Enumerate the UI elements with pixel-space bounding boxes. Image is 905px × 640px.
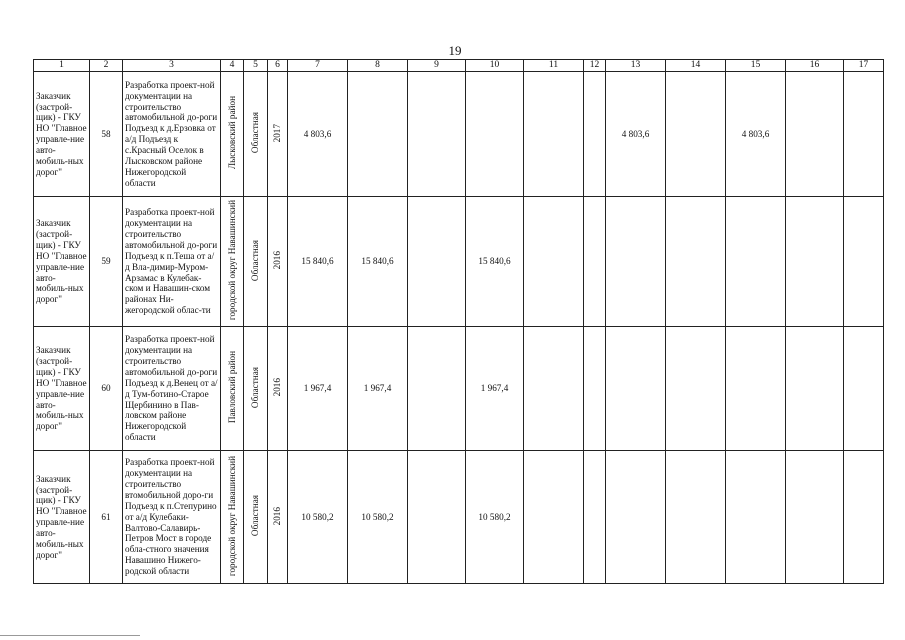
column-header: 1 (34, 60, 90, 72)
year-cell (268, 72, 288, 197)
amount-cell (524, 451, 584, 584)
budget-label: Областная (250, 112, 261, 154)
amount-cell (606, 197, 666, 327)
year-label: 2016 (272, 506, 283, 525)
amount-cell: 15 840,6 (288, 197, 348, 327)
column-header: 14 (666, 60, 726, 72)
year-label: 2016 (272, 378, 283, 397)
district-label: Лысковский район (226, 96, 237, 170)
amount-cell (584, 327, 606, 451)
customer-cell: Заказчик (застрой-щик) - ГКУ НО "Главное управле-ние авто-мобиль-ных дорог" (34, 327, 90, 451)
column-header: 5 (244, 60, 268, 72)
amount-cell (606, 327, 666, 451)
amount-cell (844, 327, 884, 451)
amount-cell: 4 803,6 (606, 72, 666, 197)
district-cell (221, 327, 244, 451)
investment-table (33, 59, 884, 584)
amount-cell (786, 72, 844, 197)
budget-cell (244, 197, 268, 327)
row-number-cell: 59 (90, 197, 123, 327)
budget-label: Областная (250, 239, 261, 281)
district-label: городской округ Навашинский (226, 200, 237, 321)
amount-cell: 1 967,4 (466, 327, 524, 451)
column-header: 17 (844, 60, 884, 72)
budget-label: Областная (250, 495, 261, 537)
customer-cell: Заказчик (застрой-щик) - ГКУ НО "Главное управле-ние авто-мобиль-ных дорог" (34, 451, 90, 584)
year-label: 2017 (272, 123, 283, 142)
amount-cell (524, 327, 584, 451)
table-row (34, 72, 884, 197)
customer-cell: Заказчик (застрой-щик) - ГКУ НО "Главное управле-ние авто-мобиль-ных дорог" (34, 197, 90, 327)
amount-cell: 15 840,6 (348, 197, 408, 327)
amount-cell: 1 967,4 (348, 327, 408, 451)
table-row (34, 327, 884, 451)
table-row (34, 197, 884, 327)
description-cell: Разработка проект-ной документации на строительство автомобильной до-роги Подъезд к д.Венец от а/д Тум-ботино-Старое Щербинино в Пав-ловском районе Нижегородской области (123, 327, 221, 451)
amount-cell (666, 197, 726, 327)
page-number: 19 (448, 43, 462, 58)
amount-cell (726, 197, 786, 327)
amount-cell (408, 327, 466, 451)
amount-cell: 10 580,2 (348, 451, 408, 584)
district-label: Павловский район (226, 351, 237, 424)
scan-edge-line (0, 635, 140, 636)
budget-cell (244, 451, 268, 584)
column-header: 16 (786, 60, 844, 72)
amount-cell (408, 197, 466, 327)
amount-cell: 10 580,2 (288, 451, 348, 584)
amount-cell: 1 967,4 (288, 327, 348, 451)
column-header: 9 (408, 60, 466, 72)
amount-cell (726, 327, 786, 451)
budget-cell (244, 327, 268, 451)
amount-cell: 4 803,6 (726, 72, 786, 197)
year-cell (268, 451, 288, 584)
amount-cell (408, 72, 466, 197)
amount-cell: 10 580,2 (466, 451, 524, 584)
amount-cell (726, 451, 786, 584)
column-header: 7 (288, 60, 348, 72)
amount-cell (606, 451, 666, 584)
table-row (34, 451, 884, 584)
district-cell (221, 197, 244, 327)
amount-cell (524, 72, 584, 197)
amount-cell (786, 327, 844, 451)
amount-cell (408, 451, 466, 584)
row-number-cell: 61 (90, 451, 123, 584)
district-cell (221, 451, 244, 584)
column-header: 15 (726, 60, 786, 72)
header-row (34, 60, 884, 72)
amount-cell (786, 451, 844, 584)
customer-cell: Заказчик (застрой-щик) - ГКУ НО "Главное управле-ние авто-мобиль-ных дорог" (34, 72, 90, 197)
amount-cell (584, 197, 606, 327)
year-cell (268, 327, 288, 451)
description-cell: Разработка проект-ной документации на строительство автомобильной до-роги Подъезд к п.Теша от а/д Вла-димир-Муром-Арзамас в Кулебак-ском и Навашин-ском районах Ни-жегородской облас-ти (123, 197, 221, 327)
amount-cell (348, 72, 408, 197)
amount-cell (584, 451, 606, 584)
year-cell (268, 197, 288, 327)
amount-cell (666, 327, 726, 451)
column-header: 11 (524, 60, 584, 72)
amount-cell (844, 197, 884, 327)
column-header: 13 (606, 60, 666, 72)
amount-cell (524, 197, 584, 327)
amount-cell: 15 840,6 (466, 197, 524, 327)
budget-cell (244, 72, 268, 197)
description-cell: Разработка проект-ной документации на строительство втомобильной доро-ги Подъезд к п.Степурино от а/д Кулебаки-Валтово-Салавирь-Петров Мост в городе обла-стного значения Навашино Нижего-родской области (123, 451, 221, 584)
column-header: 6 (268, 60, 288, 72)
column-header: 12 (584, 60, 606, 72)
column-header: 4 (221, 60, 244, 72)
year-label: 2016 (272, 251, 283, 270)
column-header: 8 (348, 60, 408, 72)
column-header: 2 (90, 60, 123, 72)
column-header: 3 (123, 60, 221, 72)
district-label: городской округ Навашинский (226, 455, 237, 576)
amount-cell (466, 72, 524, 197)
amount-cell (666, 451, 726, 584)
row-number-cell: 60 (90, 327, 123, 451)
amount-cell (666, 72, 726, 197)
row-number-cell: 58 (90, 72, 123, 197)
budget-label: Областная (250, 366, 261, 408)
column-header: 10 (466, 60, 524, 72)
amount-cell (584, 72, 606, 197)
amount-cell: 4 803,6 (288, 72, 348, 197)
amount-cell (786, 197, 844, 327)
description-cell: Разработка проект-ной документации на строительство автомобильной до-роги Подъезд к д.Ерзовка от а/д Подъезд к с.Красный Оселок в Лысковском районе Нижегородской области (123, 72, 221, 197)
amount-cell (844, 451, 884, 584)
amount-cell (844, 72, 884, 197)
district-cell (221, 72, 244, 197)
